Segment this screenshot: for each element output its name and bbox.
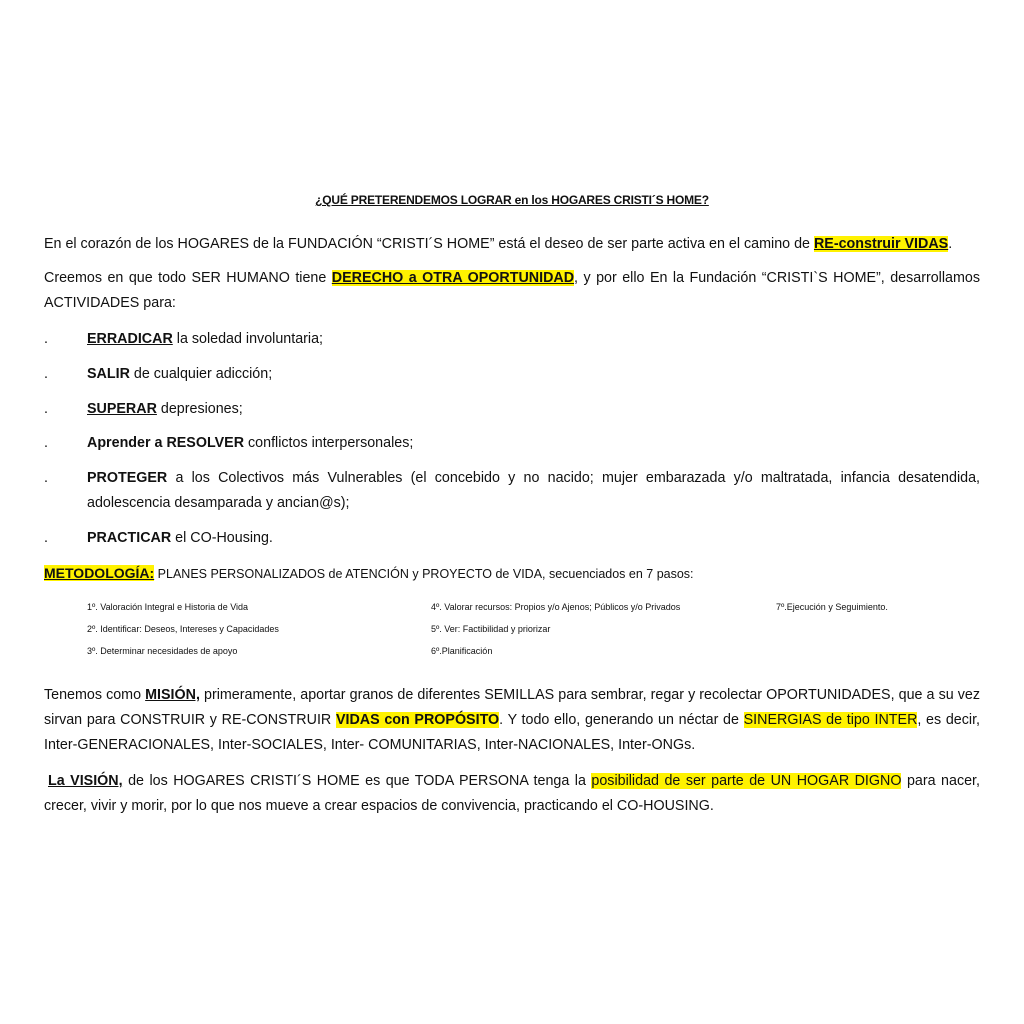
step-item: 5º. Ver: Factibilidad y priorizar [431, 624, 551, 634]
bullet-bold: Aprender a RESOLVER [87, 435, 245, 451]
bullet-dot: . [44, 530, 48, 546]
belief-end: , y por ello En la Fundación “CRISTI`S HOME”, desarrollamos ACTIVIDADES para: [44, 270, 980, 311]
page-title: ¿QUÉ PRETERENDEMOS LOGRAR en los HOGARES CRISTI´S HOME? [315, 193, 709, 207]
highlight-hogar-digno: posibilidad de ser parte de UN HOGAR DIGNO [591, 773, 902, 789]
bullet-dot: . [44, 331, 48, 347]
methodology-text: PLANES PERSONALIZADOS de ATENCIÓN y PROYECTO de VIDA, secuenciados en 7 pasos: [154, 567, 694, 581]
bullet-text: la soledad involuntaria; [172, 331, 324, 347]
step-item: 6º.Planificación [431, 646, 493, 656]
bullet-dot: . [44, 435, 48, 451]
bullet-text: a los Colectivos más Vulnerables (el concebido y no nacido; mujer embarazada y/o maltratada, infancia desatendida, adolescencia desamparada y ancian@s); [87, 470, 980, 511]
intro-end: . [948, 236, 953, 252]
highlight-vidas-proposito: VIDAS con PROPÓSITO [335, 712, 500, 728]
bullet-dot: . [44, 470, 48, 486]
belief-paragraph [44, 266, 980, 316]
highlight-derecho: DERECHO a OTRA OPORTUNIDAD [331, 270, 575, 286]
bullet-dot: . [44, 366, 48, 382]
vision-text-b: para nacer, crecer, vivir y morir, por lo que nos mueve a crear espacios de convivencia, practicando el CO-HOUSING. [44, 773, 980, 814]
bullet-bold: SALIR [87, 366, 130, 382]
mision-text-a: primeramente, aportar granos de diferentes SEMILLAS para sembrar, regar y recolectar OPORTUNIDADES, que a su vez sirvan para CONSTRUIR y RE-CONSTRUIR [44, 687, 980, 728]
step-item: 1º. Valoración Integral e Historia de Vida [87, 602, 249, 612]
vision-paragraph [44, 769, 980, 819]
bullet-bold: SUPERAR [87, 401, 157, 417]
mision-text-b: . Y todo ello, generando un néctar de [499, 712, 744, 728]
bullet-bold: ERRADICAR [87, 331, 173, 347]
step-item: 7º.Ejecución y Seguimiento. [776, 602, 888, 612]
bullet-text: el CO-Housing. [171, 530, 273, 546]
step-item: 3º. Determinar necesidades de apoyo [87, 646, 238, 656]
step-item: 4º. Valorar recursos: Propios y/o Ajenos; Públicos y/o Privados [431, 602, 681, 612]
methodology-line [44, 562, 980, 585]
bullet-dot: . [44, 401, 48, 417]
mision-label: MISIÓN, [145, 687, 200, 703]
bullet-text: conflictos interpersonales; [244, 435, 414, 451]
bullet-text: de cualquier adicción; [129, 366, 273, 382]
bullet-bold: PROTEGER [87, 470, 168, 486]
bullet-bold: PRACTICAR [87, 530, 172, 546]
step-item: 2º. Identificar: Deseos, Intereses y Capacidades [87, 624, 279, 634]
methodology-label: METODOLOGÍA: [44, 565, 155, 581]
highlight-sinergias: SINERGIAS de tipo INTER [743, 712, 918, 728]
mision-paragraph [44, 683, 980, 758]
highlight-reconstruir: RE-construir VIDAS [813, 236, 949, 252]
vision-text-a: de los HOGARES CRISTI´S HOME es que TODA PERSONA tenga la [122, 773, 592, 789]
bullet-text: depresiones; [156, 401, 243, 417]
mision-intro: Tenemos como [44, 687, 146, 703]
belief-text: Creemos en que todo SER HUMANO tiene [44, 270, 332, 286]
vision-label: La VISIÓN, [48, 773, 123, 789]
intro-paragraph [44, 232, 980, 257]
mision-text-c: , es decir, Inter-GENERACIONALES, Inter-SOCIALES, Inter- COMUNITARIAS, Inter-NACIONALES, Inter-ONGs. [44, 712, 981, 753]
intro-text: En el corazón de los HOGARES de la FUNDACIÓN “CRISTI´S HOME” está el deseo de ser parte activa en el camino de [44, 236, 814, 252]
